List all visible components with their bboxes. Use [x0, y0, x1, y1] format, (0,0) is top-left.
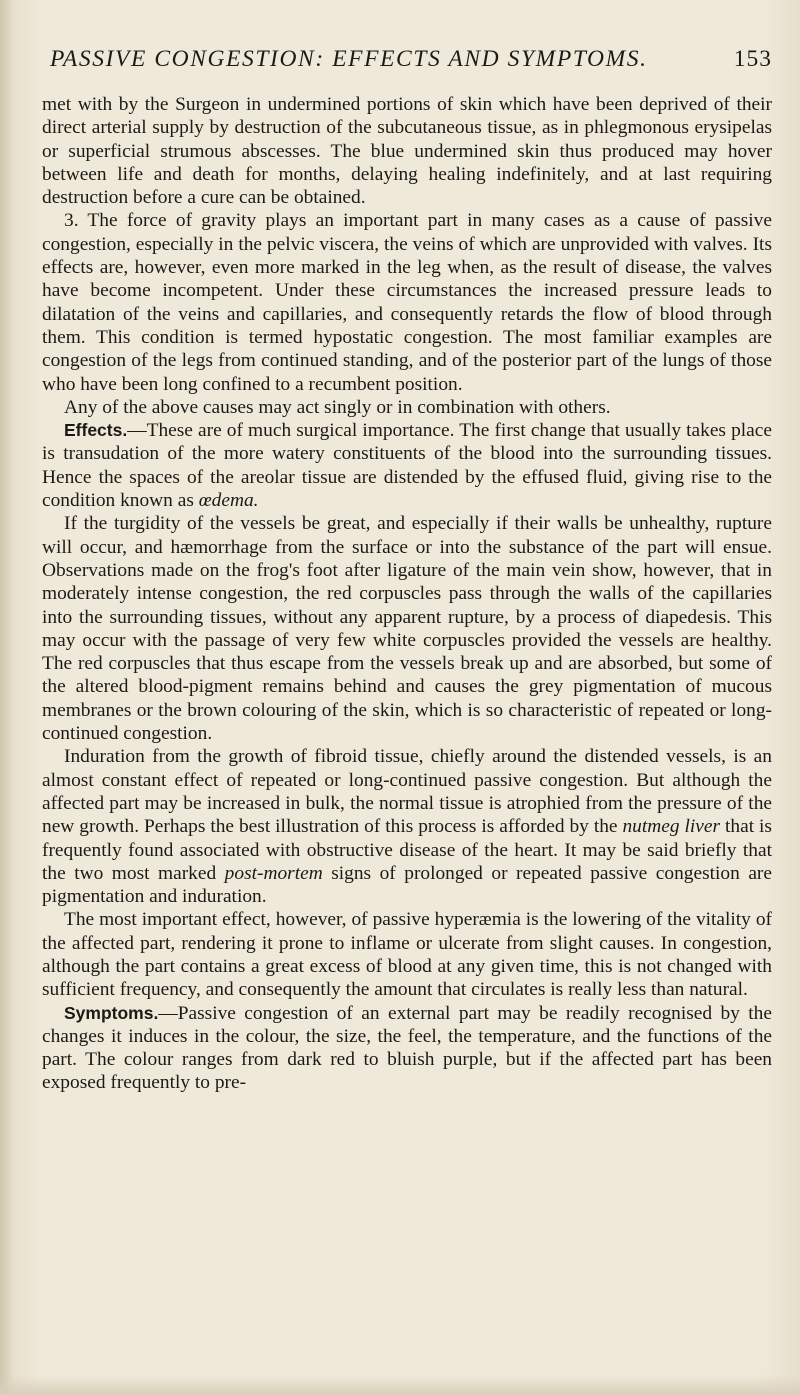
- paragraph-effects: [42, 419, 772, 512]
- paragraph-induration: [42, 745, 772, 908]
- induration-text-c: signs of prolonged or repeated passive congestion are pigmentation and induration.: [42, 862, 772, 908]
- paragraph-continued: met with by the Surgeon in undermined portions of skin which have been deprived of their direct arterial supply by destruction of the subcutaneous tissue, as in phlegmonous erysipelas or superficial strumous abscesses. The blue undermined skin thus produced may hover between life and death for months, delaying healing indefinitely, and at last requiring destruction before a cure can be obtained.: [42, 94, 772, 209]
- induration-text-b: that is frequently found associated with obstructive disease of the heart. It may be said briefly that the two most marked: [42, 816, 772, 884]
- body-text: [42, 93, 772, 1095]
- paragraph-symptoms: [42, 1002, 772, 1095]
- paragraph-vitality: The most important effect, however, of passive hyperæmia is the lowering of the vitality of the affected part, rendering it prone to inflame or ulcerate from slight causes. In congestion, although the part contains a great excess of blood at any given time, this is not changed with sufficient frequency, and consequently the amount that circulates is really less than natural.: [42, 909, 772, 1001]
- section-heading-effects: Effects.: [64, 420, 128, 441]
- paragraph-gravity: 3. The force of gravity plays an important part in many cases as a cause of passive congestion, especially in the pelvic viscera, the veins of which are unprovided with valves. Its effects are, however, even more marked in the leg when, as the result of disease, the valves have become incompetent. Under these circumstances the increased pressure leads to dilatation of the veins and capillaries, and consequently retards the flow of blood through them. This condition is termed hypostatic congestion. The most familiar examples are congestion of the legs from continued standing, and of the posterior part of the lungs of those who have been long confined to a recumbent position.: [42, 210, 772, 395]
- page-number: 153: [733, 46, 772, 72]
- paragraph-rupture-diapedesis: If the turgidity of the vessels be great, and especially if their walls be unhealthy, rupture will occur, and hæmorrhage from the surface or into the substance of the part will ensue. Observations made on the frog's foot after ligature of the main vein show, however, that in moderately intense congestion, the red corpuscles pass through the walls of the capillaries into the surrounding tissues, without any apparent rupture, by a process of diapedesis. This may occur with the passage of very few white corpuscles provided the vessels are healthy. The red corpuscles that thus escape from the vessels break up and are absorbed, but some of the altered blood-pigment remains behind and causes the grey pigmentation of mucous membranes or the brown colouring of the skin, which is so characteristic of repeated or long-continued congestion.: [42, 513, 772, 745]
- effects-text: —These are of much surgical importance. The first change that usually takes place is transudation of the more watery constituents of the blood into the surrounding tissues. Hence the spaces of the areolar tissue are distended by the effused fluid, giving rise to the condition known as: [42, 420, 772, 512]
- running-head: [44, 46, 772, 80]
- running-title: PASSIVE CONGESTION: EFFECTS AND SYMPTOMS.: [50, 46, 648, 72]
- term-post-mortem: post-mortem: [224, 862, 323, 884]
- paragraph-causes-combination: Any of the above causes may act singly or in combination with others.: [64, 396, 611, 418]
- symptoms-text: —Passive congestion of an external part may be readily recognised by the changes it induces in the colour, the size, the feel, the temperature, and the functions of the part. The colour ranges from dark red to bluish purple, but if the affected part has been exposed frequently to pre-: [42, 1002, 772, 1094]
- term-oedema: œdema.: [198, 490, 259, 512]
- page-gutter-shadow: [0, 0, 14, 1395]
- term-nutmeg-liver: nutmeg liver: [622, 816, 721, 838]
- section-heading-symptoms: Symptoms.: [64, 1002, 159, 1023]
- page-bottom-edge: [0, 1375, 800, 1395]
- induration-text-a: Induration from the growth of fibroid tissue, chiefly around the distended vessels, is an almost constant effect of repeated or long-continued passive congestion. But although the affected part may be increased in bulk, the normal tissue is atrophied from the pressure of the new growth. Perhaps the best illustration of this process is afforded by the: [42, 746, 772, 838]
